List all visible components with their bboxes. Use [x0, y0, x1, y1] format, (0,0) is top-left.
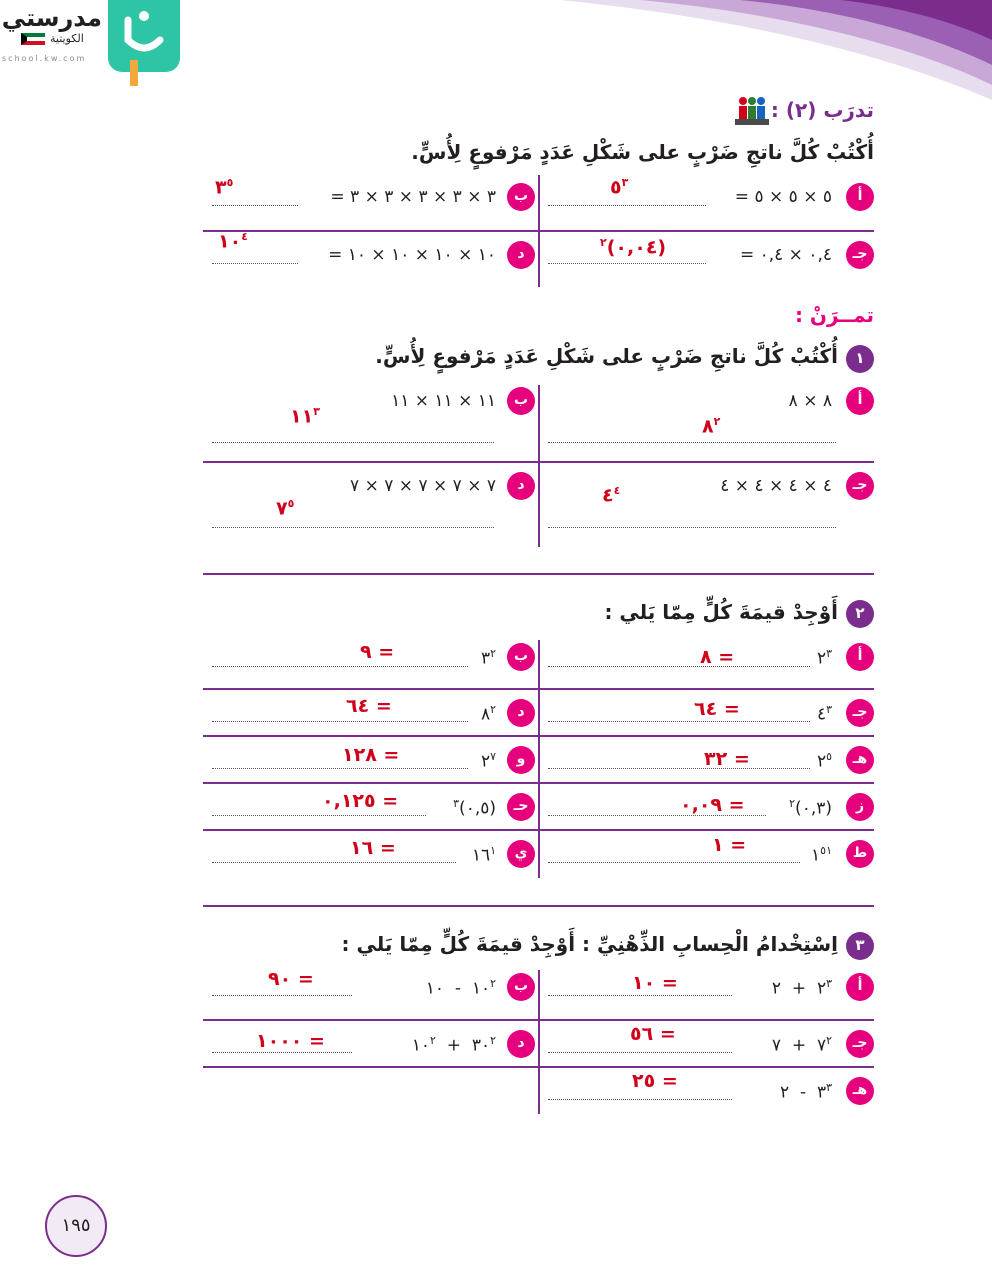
training-title: تدرَب (٢) :: [770, 98, 874, 122]
item-label: د: [507, 472, 535, 500]
q1-instruction: أُكْتُبْ كُلَّ ناتجِ ضَرْبٍ على شَكْلِ عَدَدٍ مَرْفوعٍ لِأُسٍّ.: [375, 344, 838, 368]
handwritten-answer: = ٩: [360, 641, 395, 663]
item-label: أ: [846, 643, 874, 671]
item-label: ز: [846, 793, 874, 821]
q3-row-divider: [203, 1019, 874, 1021]
handwritten-answer: $٧^٥$: [276, 497, 295, 520]
item-label: أ: [846, 387, 874, 415]
expression: $٢^٣$: [816, 647, 832, 669]
answer-line[interactable]: [548, 666, 810, 667]
expression: ٠,٤ × ٠,٤ =: [739, 245, 832, 265]
logo-country: الكويتية: [50, 32, 84, 45]
expression: $٣^٣$ - ٢: [780, 1081, 832, 1103]
answer-line[interactable]: [212, 815, 426, 816]
answer-line[interactable]: [212, 442, 494, 443]
item-label: جـ: [846, 699, 874, 727]
answer-line[interactable]: [548, 1052, 732, 1053]
item-label: ب: [507, 973, 535, 1001]
handwritten-answer: = ١: [712, 834, 747, 856]
answer-line[interactable]: [548, 721, 810, 722]
answer-line[interactable]: [548, 442, 836, 443]
expression: (٠,٣)$^٢$: [789, 797, 832, 819]
answer-line[interactable]: [212, 666, 468, 667]
q2-instruction: أَوْجِدْ قيمَةَ كُلٍّ مِمّا يَلي :: [604, 600, 838, 624]
handwritten-answer: = ٠,٠٩: [680, 794, 745, 816]
logo-url: school.kw.com: [2, 54, 87, 63]
expression: ٨ × ٨: [788, 391, 832, 411]
q1-row-divider: [203, 461, 874, 463]
handwritten-answer: $٨^٢$: [702, 415, 721, 438]
expression: $٣٠^٢$ + $١٠^٢$: [411, 1034, 496, 1056]
kuwait-flag-icon: [21, 33, 45, 45]
item-label: حـ: [507, 793, 535, 821]
answer-line[interactable]: [548, 862, 800, 863]
item-label: ط: [846, 840, 874, 868]
expression: $٢^٣$ + ٢: [771, 977, 832, 999]
expression: $١^{٥١}$: [811, 844, 832, 866]
section-divider: [203, 905, 874, 907]
answer-line[interactable]: [212, 205, 298, 206]
item-label: جـ: [846, 241, 874, 269]
handwritten-answer: = ١٠٠٠: [256, 1030, 325, 1052]
handwritten-answer: = ٩٠: [268, 968, 314, 990]
q2-row-divider: [203, 782, 874, 784]
q3-row-divider: [203, 1066, 874, 1068]
expression: $٧^٢$ + ٧: [771, 1034, 832, 1056]
answer-line[interactable]: [212, 527, 494, 528]
expression: ٧ × ٧ × ٧ × ٧ × ٧: [350, 476, 496, 496]
expression: $١٦^١$: [471, 844, 496, 866]
section-divider: [203, 573, 874, 575]
handwritten-answer: $٣^٥$: [215, 176, 234, 199]
q2-row-divider: [203, 735, 874, 737]
item-label: أ: [846, 183, 874, 211]
answer-line[interactable]: [212, 1052, 352, 1053]
logo-brand: مدرستي: [1, 4, 102, 32]
training-row-divider: [203, 230, 874, 232]
item-label: أ: [846, 973, 874, 1001]
q2-divider: [538, 640, 540, 878]
handwritten-answer: = ٨: [700, 646, 735, 668]
handwritten-answer: = ٦٤: [694, 698, 740, 720]
expression: $٣^٢$: [480, 647, 496, 669]
item-label: ب: [507, 183, 535, 211]
question-number: ١: [846, 345, 874, 373]
answer-line[interactable]: [212, 263, 298, 264]
item-label: ب: [507, 387, 535, 415]
item-label: هـ: [846, 1077, 874, 1105]
question-number: ٣: [846, 932, 874, 960]
handwritten-answer: = ٥٦: [630, 1023, 676, 1045]
logo-badge: [108, 0, 180, 72]
item-label: د: [507, 1030, 535, 1058]
page-number: ١٩٥: [45, 1195, 107, 1257]
item-label: ب: [507, 643, 535, 671]
item-label: جـ: [846, 1030, 874, 1058]
item-label: جـ: [846, 472, 874, 500]
handwritten-answer: = ١٠: [632, 972, 678, 994]
answer-line[interactable]: [548, 995, 732, 996]
expression: ٥ × ٥ × ٥ =: [734, 187, 832, 207]
item-label: هـ: [846, 746, 874, 774]
expression: ٤ × ٤ × ٤ × ٤: [720, 476, 832, 496]
question-number: ٢: [846, 600, 874, 628]
expression: $٢^٧$: [480, 750, 496, 772]
handwritten-answer: = ١٢٨: [342, 744, 400, 766]
item-label: د: [507, 699, 535, 727]
answer-line[interactable]: [548, 263, 706, 264]
q3-divider: [538, 970, 540, 1114]
expression: (٠,٥)$^٣$: [453, 797, 496, 819]
q2-row-divider: [203, 688, 874, 690]
answer-line[interactable]: [548, 527, 836, 528]
expression: $٤^٣$: [816, 703, 832, 725]
q3-instruction: اِسْتِخْدامُ الْحِسابِ الذِّهْنِيِّ : أَوْجِدْ قيمَةَ كُلٍّ مِمّا يَلي :: [341, 932, 838, 956]
answer-line[interactable]: [548, 768, 810, 769]
handwritten-answer: = ٦٤: [346, 695, 392, 717]
handwritten-answer: $١٠^٤$: [218, 230, 248, 253]
practice-title: تمــرَنْ :: [794, 303, 874, 327]
expression: ٣ × ٣ × ٣ × ٣ × ٣ =: [330, 187, 496, 207]
answer-line[interactable]: [548, 205, 706, 206]
item-label: د: [507, 241, 535, 269]
q1-divider: [538, 385, 540, 547]
handwritten-answer: $١١^٣$: [290, 405, 320, 428]
handwritten-answer: (٠,٠٤)$^٢$: [600, 236, 667, 259]
answer-line[interactable]: [212, 862, 456, 863]
answer-line[interactable]: [212, 768, 468, 769]
answer-line[interactable]: [548, 1099, 732, 1100]
expression: $٨^٢$: [480, 703, 496, 725]
group-work-icon: [734, 95, 770, 127]
expression: ١١ × ١١ × ١١: [391, 391, 496, 411]
handwritten-answer: = ١٦: [350, 837, 396, 859]
expression: ١٠ × ١٠ × ١٠ × ١٠ =: [328, 245, 496, 265]
expression: $١٠^٢$ - ١٠: [425, 977, 496, 999]
handwritten-answer: $٤^٤$: [602, 484, 621, 507]
answer-line[interactable]: [212, 721, 468, 722]
item-label: ي: [507, 840, 535, 868]
handwritten-answer: = ٣٢: [704, 748, 750, 770]
answer-line[interactable]: [212, 995, 352, 996]
item-label: و: [507, 746, 535, 774]
handwritten-answer: = ٢٥: [632, 1070, 678, 1092]
q2-row-divider: [203, 829, 874, 831]
handwritten-answer: $٥^٣$: [610, 176, 629, 199]
training-instruction: أُكْتُبْ كُلَّ ناتجِ ضَرْبٍ على شَكْلِ عَدَدٍ مَرْفوعٍ لِأُسٍّ.: [411, 140, 874, 164]
handwritten-answer: = ٠,١٢٥: [322, 790, 399, 812]
expression: $٢^٥$: [816, 750, 832, 772]
